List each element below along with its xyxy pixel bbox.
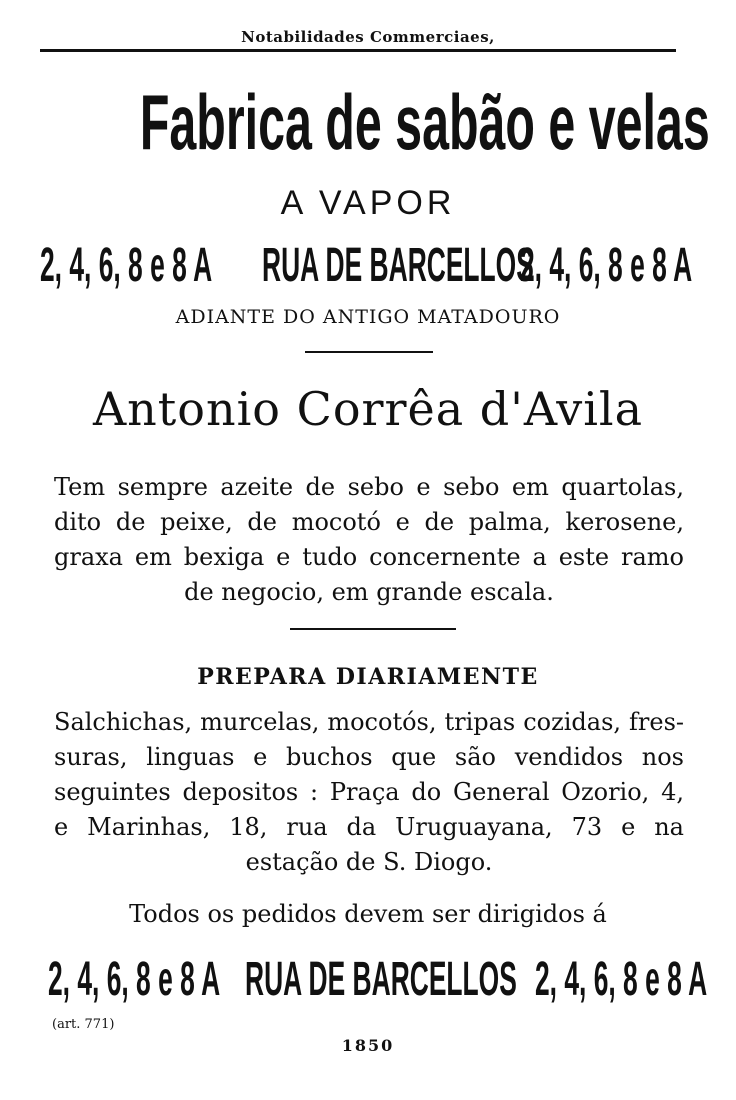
location-note: ADIANTE DO ANTIGO MATADOURO — [175, 306, 561, 328]
paragraph-line: Salchichas, murcelas, mocotós, tripas cozidas, fres- — [54, 708, 684, 736]
article-reference: (art. 771) — [52, 1017, 115, 1032]
header-rule — [40, 49, 676, 52]
running-head: Notabilidades Commerciaes, — [241, 28, 495, 46]
paragraph-line: de negocio, em grande escala. — [184, 578, 554, 606]
section-heading: PREPARA DIARIAMENTE — [197, 664, 539, 690]
stock-paragraph — [54, 470, 684, 610]
address-numbers-left: 2, 4, 6, 8 e 8 A — [40, 239, 213, 292]
orders-line: Todos os pedidos devem ser dirigidos á — [129, 900, 607, 928]
address-street: RUA DE BARCELLOS — [245, 953, 517, 1006]
address-line-bottom — [40, 950, 708, 1010]
paragraph-line: e Marinhas, 18, rua da Uruguayana, 73 e na — [54, 813, 684, 841]
year-label: 1850 — [341, 1036, 395, 1055]
page-title: Fabrica de sabão e velas — [139, 78, 710, 166]
paragraph-line: seguintes depositos : Praça do General Ozorio, 4, — [54, 778, 684, 806]
paragraph-line: estação de S. Diogo. — [245, 848, 493, 876]
proprietor-name: Antonio Corrêa d'Avila — [92, 382, 644, 436]
address-line-top — [40, 236, 693, 296]
paragraph-line: graxa em bexiga e tudo concernente a este ramo — [54, 543, 684, 571]
subtitle: A VAPOR — [280, 184, 456, 222]
paragraph-line: suras, linguas e buchos que são vendidos nos — [54, 743, 684, 771]
address-numbers-left: 2, 4, 6, 8 e 8 A — [48, 953, 221, 1006]
divider-rule — [305, 351, 433, 353]
address-numbers-right: 2, 4, 6, 8 e 8 A — [535, 953, 708, 1006]
paragraph-line: dito de peixe, de mocotó e de palma, kerosene, — [54, 508, 684, 536]
address-numbers-right: 2, 4, 6, 8 e 8 A — [520, 239, 693, 292]
divider-rule — [290, 628, 456, 630]
daily-paragraph — [54, 705, 684, 880]
paragraph-line: Tem sempre azeite de sebo e sebo em quartolas, — [54, 473, 684, 501]
address-street: RUA DE BARCELLOS — [262, 239, 534, 292]
